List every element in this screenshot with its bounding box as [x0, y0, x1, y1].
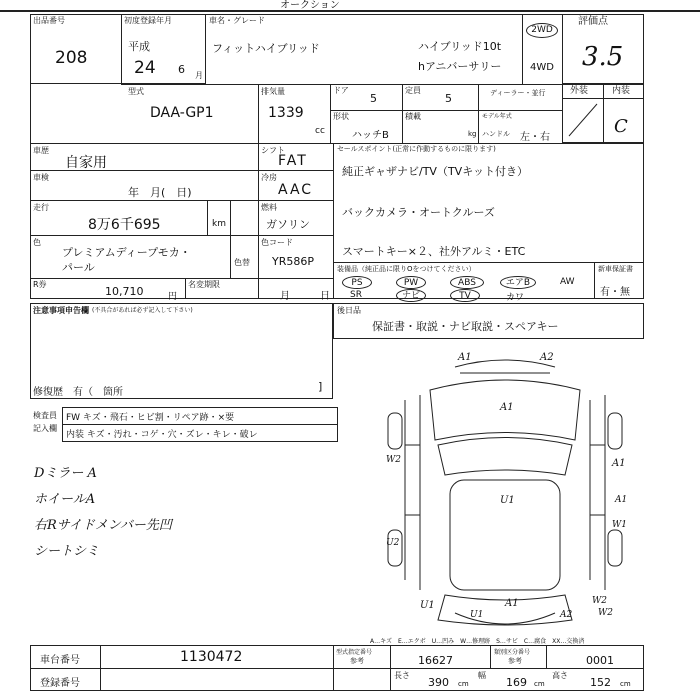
handle-value: 左・右	[520, 132, 550, 143]
damage-mark-right-w1: W1	[612, 520, 627, 530]
manual-value: 有・無	[600, 287, 630, 298]
month-unit: 月	[195, 71, 203, 80]
inspection-label: 車検	[33, 173, 49, 182]
row2-top	[121, 84, 562, 85]
km-unit: km	[212, 219, 226, 229]
chassis-value: 1130472	[180, 649, 243, 665]
deadline-day: 日	[320, 291, 330, 302]
hand-note-1: Dミラー A	[34, 466, 97, 481]
reg-month: 6	[178, 63, 185, 76]
inspect-mid	[62, 424, 338, 425]
height-unit: cm	[620, 680, 631, 688]
color-code-value: YR586P	[272, 255, 314, 268]
shift-label: シフト	[261, 146, 285, 155]
notes-sub: (不具合があれば必ず記入して下さい)	[92, 307, 193, 314]
damage-mark-left-w2: W2	[386, 455, 401, 465]
disp-divider	[330, 84, 331, 143]
recycle-label: R券	[33, 280, 47, 289]
exterior-slash-mark	[565, 100, 601, 140]
inspect-row-1: FW キズ・飛石・ヒビ割・リペア跡・×要	[66, 413, 235, 423]
first-reg-label: 初度登録年月	[124, 16, 172, 25]
repair-bracket: ]	[318, 380, 323, 393]
grade-line-1: ハイブリッド10t	[418, 40, 502, 53]
model-divider	[258, 84, 259, 143]
score-label: 評価点	[578, 16, 608, 27]
length-label: 長さ	[394, 671, 410, 680]
capacity-value: 5	[445, 92, 452, 105]
model-value: DAA-GP1	[150, 105, 214, 121]
drive-2wd: 2WD	[526, 23, 558, 38]
length-unit: cm	[458, 680, 469, 688]
color-label: 色	[33, 238, 41, 247]
ref-label-2: 類別区分番号	[494, 649, 531, 656]
cc-unit: cc	[315, 126, 325, 136]
shape-value: ハッチB	[352, 130, 389, 141]
equipment-label: 装備品（純正品に限りOをつけてください）	[337, 265, 476, 273]
manual-label: 新車保証書	[598, 265, 633, 273]
bottom-mid	[30, 668, 644, 669]
color-change-divider	[230, 235, 231, 278]
sales-line-2: バックカメラ・オートクルーズ	[342, 206, 495, 219]
bottom-ref-divider	[390, 645, 391, 691]
model-year-label: モデル年式	[482, 113, 512, 120]
color-value-2: パール	[62, 261, 95, 274]
km-divider-2	[230, 200, 231, 235]
equip-top	[333, 262, 644, 263]
reg-year: 24	[134, 58, 156, 78]
chassis-label: 車台番号	[40, 655, 80, 666]
damage-mark-right-a1-lower: A1	[615, 495, 628, 505]
ac-label: 冷房	[261, 173, 277, 182]
inspection-value: 年 月( 日)	[128, 186, 192, 199]
car-name: フィットハイブリッド	[212, 42, 320, 55]
damage-mark-rear-w2: W2	[598, 608, 613, 618]
equip-abs: ABS	[450, 276, 484, 289]
sales-line-3: スマートキー×２、社外アルミ・ETC	[342, 245, 526, 258]
damage-mark-rear-left-u1: U1	[420, 600, 435, 611]
bottom-label-divider	[100, 645, 101, 691]
equip-navi: ナビ	[396, 289, 426, 302]
deadline-month: 月	[280, 291, 290, 302]
height-value: 152	[590, 676, 611, 689]
recycle-value: 10,710	[105, 285, 144, 298]
equip-aw: AW	[560, 277, 575, 287]
doors-label: ドア	[333, 86, 349, 95]
usage-label: 車歴	[33, 146, 49, 155]
mileage-value: 8万6千695	[88, 217, 161, 233]
capacity-label: 定員	[405, 86, 421, 95]
damage-mark-rear-u1: U1	[470, 610, 484, 620]
left-col-divider	[258, 143, 259, 299]
displacement-value: 1339	[268, 105, 304, 121]
bottom-ref3-divider	[546, 645, 547, 668]
lot-label: 出品番号	[33, 16, 65, 25]
kg-unit: kg	[468, 130, 477, 138]
top-header	[0, 0, 700, 12]
load-label: 積載	[405, 112, 421, 121]
inspect-row-2: 内装 キズ・汚れ・コゲ・穴・ズレ・キレ・破レ	[66, 430, 258, 440]
score-value: 3.5	[582, 42, 624, 72]
bottom-ref2-divider	[490, 645, 491, 668]
width-label: 幅	[478, 671, 486, 680]
equip-airbag: エアB	[500, 276, 536, 289]
reg-label: 登録番号	[40, 678, 80, 689]
damage-mark-front-a1: A1	[458, 352, 472, 363]
hand-note-4: シートシミ	[34, 544, 100, 559]
era: 平成	[128, 40, 150, 53]
center-divider	[333, 143, 334, 299]
width-value: 169	[506, 676, 527, 689]
later-value: 保証書・取説・ナビ取説・スペアキー	[372, 320, 559, 333]
damage-mark-left-u2: U2	[386, 538, 400, 548]
dealer-label: ディーラー・並行	[490, 89, 546, 97]
hand-note-2: ホイールA	[34, 492, 96, 507]
width-unit: cm	[534, 680, 545, 688]
equip-pw: PW	[396, 276, 426, 289]
row2-bottom	[30, 143, 644, 144]
length-value: 390	[428, 676, 449, 689]
sales-point-label: セールスポイント(正常に作動するものに限ります)	[337, 145, 496, 153]
header-text: オークション	[280, 0, 340, 11]
height-label: 高さ	[552, 671, 568, 680]
damage-mark-right-a1: A1	[612, 458, 626, 469]
damage-mark-rear-a2: A2	[560, 610, 573, 620]
damage-mark-roof-u1: U1	[500, 495, 515, 506]
ref-label-2b: 参考	[508, 657, 522, 665]
color-code-label: 色コード	[261, 238, 293, 247]
damage-mark-hood-a1: A1	[500, 402, 514, 413]
row-mileage-bottom	[30, 235, 333, 236]
equip-tv: TV	[450, 289, 480, 302]
damage-mark-rear-a1: A1	[505, 598, 519, 609]
exterior-label: 外装	[570, 86, 589, 96]
fuel-value: ガソリン	[266, 218, 310, 231]
cap-divider	[478, 84, 479, 143]
inspector-label-2: 記入欄	[33, 424, 57, 433]
ref-value-2: 0001	[586, 654, 614, 667]
name-change-label: 名変期限	[188, 280, 220, 289]
displacement-label: 排気量	[261, 87, 285, 96]
row-color-bottom	[30, 278, 333, 279]
door-divider	[402, 84, 403, 143]
equip-leather: カワ	[506, 293, 525, 303]
km-divider	[207, 200, 208, 235]
color-value-1: プレミアムディープモカ・	[62, 246, 191, 259]
ac-value: AAC	[278, 182, 314, 198]
interior-label: 内装	[612, 86, 631, 96]
shape-label: 形状	[333, 112, 349, 121]
repair-text: 修復歴 有（ 箇所	[33, 387, 123, 398]
lot-number: 208	[55, 48, 88, 68]
damage-mark-rear-right-w2: W2	[592, 596, 607, 606]
fuel-label: 燃料	[261, 203, 277, 212]
damage-legend: A…キズ E…エクボ U…凹み W…修理跡 S…サビ C…腐食 XX…交換済	[370, 638, 585, 645]
model-label: 型式	[128, 87, 144, 96]
bottom-right-divider	[333, 645, 334, 691]
ref-label-1: 型式指定番号	[336, 649, 373, 656]
manual-divider	[594, 262, 595, 299]
drive-divider	[522, 14, 523, 84]
shift-value: FAT	[278, 153, 308, 169]
row2-mid	[330, 110, 562, 111]
hand-note-3: 右Rサイドメンバー先凹	[34, 518, 172, 533]
drive-4wd: 4WD	[530, 62, 554, 73]
equip-sr: SR	[350, 290, 362, 300]
car-diagram	[360, 345, 650, 635]
interior-value: C	[614, 116, 628, 137]
usage-value: 自家用	[65, 155, 107, 171]
doors-value: 5	[370, 92, 377, 105]
later-label: 後日品	[337, 306, 361, 315]
damage-mark-front-a2: A2	[540, 352, 554, 363]
notes-label: 注意事項申告欄	[33, 306, 89, 315]
inspector-label-1: 検査員	[33, 411, 57, 420]
recycle-divider	[185, 278, 186, 299]
handle-label: ハンドル	[482, 130, 510, 138]
row-insp-bottom	[30, 200, 333, 201]
mileage-label: 走行	[33, 203, 49, 212]
ext-int-divider	[603, 84, 604, 143]
equip-ps: PS	[342, 276, 372, 289]
car-grade-label: 車名・グレード	[209, 16, 265, 25]
yen-unit: 円	[168, 292, 178, 302]
ref-label-1b: 参考	[350, 657, 364, 665]
color-change-label: 色替	[234, 258, 250, 267]
ref-value-1: 16627	[418, 654, 453, 667]
sales-line-1: 純正ギャザナビ/TV（TVキット付き）	[342, 165, 528, 178]
grade-line-2: hアニバーサリー	[418, 60, 502, 73]
